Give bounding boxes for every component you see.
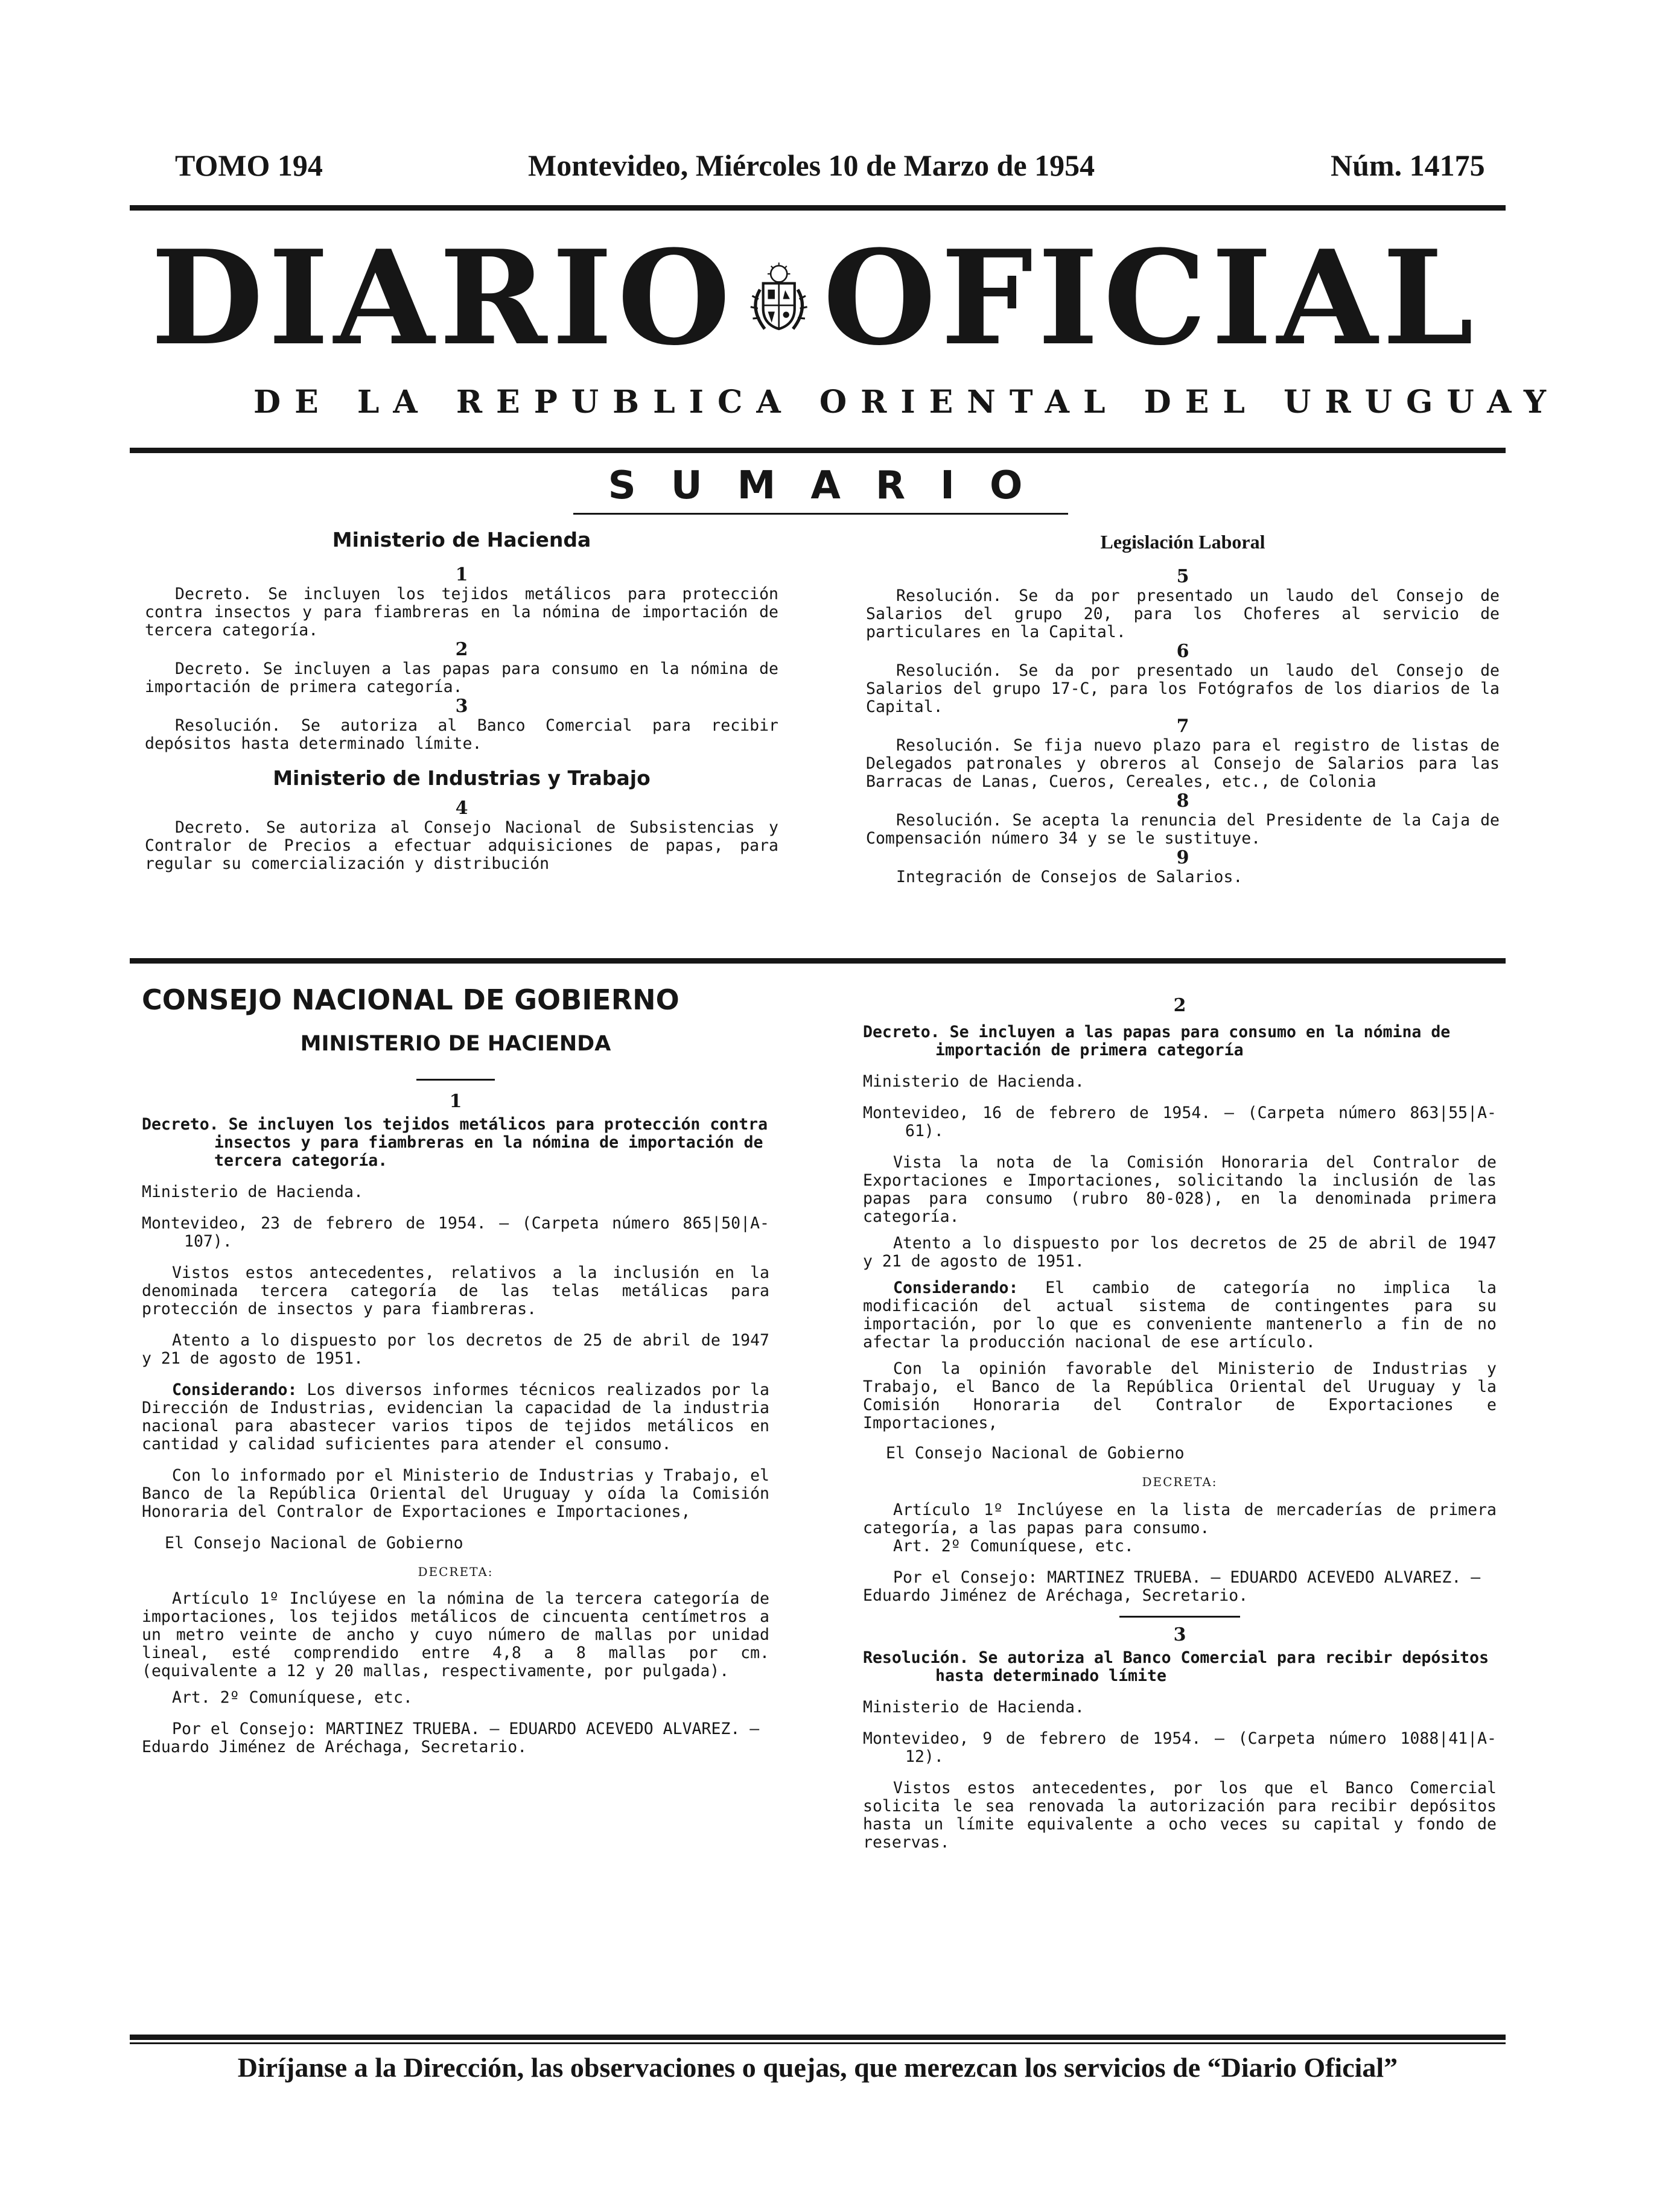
sumario-underline [573,513,1068,515]
sumario-title: SUMARIO [608,463,1058,508]
body-right-column [863,996,1497,1852]
masthead-rule [130,448,1506,453]
sumario-item-9: Integración de Consejos de Salarios. [896,868,1243,886]
bottom-rule [130,2035,1506,2040]
place-date: Montevideo, 9 de febrero de 1954. — (Carpeta número 1088|41|A-12). [863,1729,1497,1766]
vistos-paragraph: Vistos estos antecedentes, por los que el Banco Comercial solicita le sea renovada la autorización para recibir depósitos hasta un límite equivalente a ocho veces su capital y fondo de reservas. [863,1779,1497,1852]
item-label: Decreto. [175,585,252,603]
consejo-line: El Consejo Nacional de Gobierno [886,1444,1185,1463]
place-date: Montevideo, 23 de febrero de 1954. — (Carpeta número 865|50|A-107). [142,1214,769,1251]
signature-block: Por el Consejo: MARTINEZ TRUEBA. — EDUARDO ACEVEDO ALVAREZ. — Eduardo Jiménez de Aréchaga, Secretario. [863,1568,1481,1605]
sumario-item-5 [866,587,1500,641]
vistos-paragraph: Vistos estos antecedentes, relativos a la inclusión en la denominada tercera categoría de las telas metálicas para protección de insectos y para fiambreras. [142,1263,769,1318]
atento-paragraph: Atento a lo dispuesto por los decretos de 25 de abril de 1947 y 21 de agosto de 1951. [142,1331,769,1368]
sumario-item-2 [145,660,778,696]
considerando-text: El cambio de categoría no implica la modificación del actual sistema de contingentes para su importación, por lo que es conveniente mantenerlo a fin de no afectar la producción nacional de ese artículo. [863,1279,1497,1352]
item-text: Se incluyen a las papas para consumo en la nómina de importación de primera categoría. [145,659,778,696]
resolution-title-text: Se autoriza al Banco Comercial para recibir depósitos hasta determinado límite [935,1648,1489,1685]
item-label: Decreto. [175,659,252,678]
considerando-paragraph [863,1279,1497,1352]
sumario-item-number: 4 [455,798,468,819]
consejo-line: El Consejo Nacional de Gobierno [165,1534,463,1552]
sumario-item-4 [145,819,778,873]
signature-block: Por el Consejo: MARTINEZ TRUEBA. — EDUARDO ACEVEDO ALVAREZ. — Eduardo Jiménez de Aréchaga, Secretario. [142,1720,760,1756]
masthead-right-word: OFICIAL [822,221,1478,374]
decree-label: Decreto. [142,1115,219,1134]
consejo-heading: CONSEJO NACIONAL DE GOBIERNO [142,983,679,1016]
item-text: Se da por presentado un laudo del Consejo de Salarios del grupo 17-C, para los Fotógrafos de los diarios de la Capital. [866,661,1500,716]
sumario-item-number: 5 [1176,566,1189,587]
article-number: 2 [1173,995,1186,1016]
opinion-paragraph: Con la opinión favorable del Ministerio de Industrias y Trabajo, el Banco de la República Oriental del Uruguay y la Comisión Honoraria del Contralor de Exportaciones e Importaciones, [863,1359,1497,1432]
decree-label: Decreto. [863,1023,940,1041]
top-rule [130,205,1506,211]
coat-of-arms-icon [746,228,812,367]
sumario-item-number: 7 [1176,716,1189,737]
section-divider [1119,1616,1240,1618]
decree-title-text: Se incluyen a las papas para consumo en la nómina de importación de primera categoría [935,1023,1451,1059]
decree-1-title [142,1116,769,1170]
item-label: Decreto. [175,818,252,837]
sumario-section-industrias: Ministerio de Industrias y Trabajo [273,766,651,790]
sumario-item-3 [145,717,778,753]
article-2: Art. 2º Comuníquese, etc. [172,1688,413,1707]
considerando-label: Considerando: [172,1380,298,1399]
informado-paragraph: Con lo informado por el Ministerio de Industrias y Trabajo, el Banco de la República Oriental del Uruguay y oída la Comisión Honoraria del Contralor de Exportaciones e Importaciones, [142,1466,769,1521]
footer-notice: Diríjanse a la Dirección, las observaciones o quejas, que merezcan los servicios de “Diario Oficial” [237,2052,1398,2083]
sumario-item-number: 2 [455,639,468,660]
item-label: Resolución. [175,716,281,735]
sumario-item-number: 6 [1176,641,1189,662]
item-text: Se autoriza al Banco Comercial para recibir depósitos hasta determinado límite. [145,716,778,753]
item-label: Resolución. [896,661,1002,680]
sumario-item-number: 1 [455,564,468,585]
item-label: Resolución. [896,811,1002,830]
sumario-left-column [145,528,778,873]
ministry-line: Ministerio de Hacienda. [863,1072,1084,1091]
sumario-item-1 [145,585,778,640]
item-text: Se acepta la renuncia del Presidente de la Caja de Compensación número 34 y se le sustituye. [866,811,1500,848]
ministry-line: Ministerio de Hacienda. [142,1183,363,1201]
article-number: 3 [1173,1624,1186,1645]
sumario-section-laboral: Legislación Laboral [1100,531,1265,553]
item-text: Se fija nuevo plazo para el registro de listas de Delegados patronales y obreros al Consejo de Salarios para las Barracas de Lanas, Cueros, Cereales, etc., de Colonia [866,736,1500,791]
article-2: Art. 2º Comuníquese, etc. [893,1537,1134,1555]
sumario-item-number: 8 [1176,790,1189,812]
considerando-paragraph [142,1381,769,1453]
masthead-subtitle: DE LA REPUBLICA ORIENTAL DEL URUGUAY [253,384,1561,421]
place-date: Montevideo, 16 de febrero de 1954. — (Carpeta número 863|55|A-61). [863,1104,1497,1140]
item-text: Se incluyen los tejidos metálicos para protección contra insectos y para fiambreras en la nómina de importación de tercera categoría. [145,585,778,640]
sumario-section-hacienda: Ministerio de Hacienda [332,528,591,551]
sumario-item-8 [866,812,1500,848]
ministry-line: Ministerio de Hacienda. [863,1698,1084,1717]
item-text: Se da por presentado un laudo del Consejo de Salarios del grupo 20, para los Choferes al servicio de particulares en la Capital. [866,586,1500,641]
section-divider [416,1079,495,1081]
sumario-right-column [866,531,1500,886]
sumario-bottom-rule [130,958,1506,964]
article-number: 1 [449,1091,462,1112]
masthead [151,221,1478,374]
masthead-left-word: DIARIO [151,221,736,374]
resolution-3-title [863,1649,1497,1685]
item-label: Resolución. [896,736,1002,755]
item-label: Resolución. [896,586,1002,605]
article-1: Artículo 1º Inclúyese en la lista de mercaderías de primera categoría, a las papas para consumo. [863,1501,1497,1537]
resolution-label: Resolución. [863,1648,969,1667]
decree-2-title [863,1023,1497,1059]
tomo-label: TOMO 194 [175,148,323,182]
ministerio-heading: MINISTERIO DE HACIENDA [300,1032,611,1056]
decree-title-text: Se incluyen los tejidos metálicos para protección contra insectos y para fiambreras en la nómina de importación de tercera categoría. [214,1115,768,1170]
atento-paragraph: Atento a lo dispuesto por los decretos de 25 de abril de 1947 y 21 de agosto de 1951. [863,1234,1497,1271]
item-text: Se autoriza al Consejo Nacional de Subsistencias y Contralor de Precios a efectuar adquisiciones de papas, para regular su comercialización y distribución [145,818,778,873]
considerando-label: Considerando: [893,1279,1019,1297]
decreta-label: DECRETA: [1142,1475,1218,1489]
bottom-rule-thin [130,2042,1506,2044]
decreta-label: DECRETA: [418,1565,494,1579]
vista-paragraph: Vista la nota de la Comisión Honoraria del Contralor de Exportaciones e Importaciones, solicitando la inclusión de las papas para consumo (rubro 80-028), en la denominada primera categoría. [863,1153,1497,1226]
issue-number: Núm. 14175 [1331,148,1485,182]
sumario-item-6 [866,662,1500,716]
sumario-item-number: 9 [1176,847,1189,868]
issue-date: Montevideo, Miércoles 10 de Marzo de 1954 [528,148,1095,182]
sumario-item-7 [866,737,1500,791]
sumario-item-number: 3 [455,696,468,717]
considerando-text: Los diversos informes técnicos realizados por la Dirección de Industrias, evidencian la capacidad de la industria nacional para abastecer varios tipos de tejidos metálicos en cantidad y calidad suficientes para atender el consumo. [142,1380,769,1453]
article-1: Artículo 1º Inclúyese en la nómina de la tercera categoría de importaciones, los tejidos metálicos de cincuenta centímetros a un metro veinte de ancho y cuyo número de mallas por unidad lineal, esté comprendido entre 4,8 a 8 mallas por cm. (equivalente a 12 y 20 mallas, respectivamente, por pulgada). [142,1589,769,1680]
body-left-column [142,983,769,1756]
